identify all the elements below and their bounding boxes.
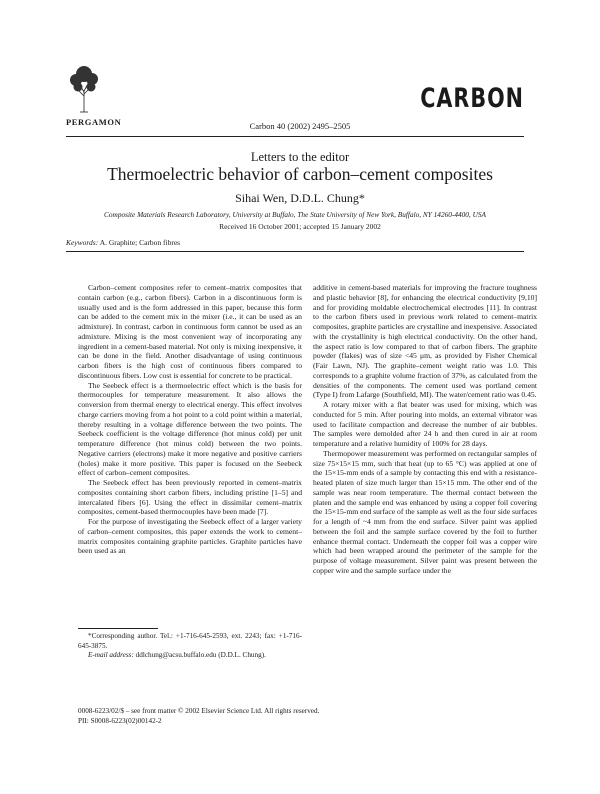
paragraph: The Seebeck effect is a thermoelectric effect which is the basis for thermocouples for temperature measurement. It also allows the conversion from thermal energy to electrical energy. This effect involves charge carriers moving from a hot point to a cold point within a material, thereby resulting in a voltage difference between the two points. The Seebeck coefficient is the voltage difference (hot minus cold) per unit temperature difference (hot minus cold) between the two points. Negative carriers (electrons) make it more negative and positive carriers (holes) make it more positive. This paper is focused on the Seebeck effect of carbon–cement composites. [78,380,302,478]
paragraph: Thermopower measurement was performed on rectangular samples of size 75×15×15 mm, such that heat (up to 65 °C) was applied at one of the 15×15-mm ends of a sample by contacting this end with a resistance-heated platen of size much larger than 15×15 mm. The other end of the sample was near room temperature. The thermal contact between the platen and the sample end was enhanced by using a copper foil covering the 15×15-mm end surface of the sample as well as the four side surfaces for a length of ~4 mm from the end surface. Silver paint was applied between the foil and the sample surface covered by the foil to further enhance thermal contact. Underneath the copper foil was a copper wire which had been wrapped around the perimeter of the sample for the purpose of voltage measurement. Silver paint was present between the copper wire and the sample surface under the [313,448,537,575]
journal-logo: CARBON [420,84,524,114]
article-authors: Sihai Wen, D.D.L. Chung* [235,191,365,205]
email-label: E-mail address: [88,651,134,659]
pii-line: PII: S0008-6223(02)00142-2 [78,717,162,725]
paragraph: For the purpose of investigating the Seebeck effect of a larger variety of carbon–cement composites, this paper extends the work to cement–matrix composites containing graphite particles. Graphite particles have been used as an [78,517,302,556]
section-heading: Letters to the editor [250,150,350,164]
publisher-name: PERGAMON [66,117,122,127]
email-note [78,651,302,661]
copyright-line: 0008-6223/02/$ – see front matter © 2002 Elsevier Science Ltd. All rights reserved. [78,707,320,715]
author-affiliation: Composite Materials Research Laboratory, University at Buffalo, The State University of New York, Buffalo, NY 14260-4400, USA [104,210,486,219]
paragraph: Carbon–cement composites refer to cement–matrix composites that contain carbon (e.g., carbon fibers). Carbon in a discontinuous form is usually used and is the form addressed in this paper, because this form can be added to the cement mix in the mixer (i.e., it can be used as an admixture). In contrast, carbon in continuous form cannot be used as an admixture. Mixing is the most convenient way of incorporating any ingredient in a cement-based material. Not only is mixing inexpensive, it can be done in the field. Another disadvantage of using continuous carbon fibers is the high cost of continuous fibers compared to discontinuous fibers. Low cost is essential for concrete to be practical. [78,283,302,380]
abstract-divider [66,251,524,252]
keywords-list: A. Graphite; Carbon fibres [99,238,181,247]
body-column-right [313,283,537,576]
paragraph: The Seebeck effect has been previously reported in cement–matrix composites containing short carbon fibers, including pristine [1–5] and intercalated fibers [6]. Using the effect in dissimilar cement–matrix composites, cement-based thermocouples have been made [7]. [78,478,302,517]
corresponding-author-note: *Corresponding author. Tel.: +1-716-645-2593, ext. 2243; fax: +1-716-645-3875. [78,632,302,650]
article-title: Thermoelectric behavior of carbon–cement composites [107,164,493,184]
journal-citation: Carbon 40 (2002) 2495–2505 [249,121,351,131]
keywords [66,238,180,247]
footnote [78,632,302,661]
body-column-left [78,283,302,556]
pergamon-tree-logo-icon [66,62,102,114]
header-divider [66,136,524,137]
paragraph: A rotary mixer with a flat beater was used for mixing, which was conducted for 5 min. After pouring into molds, an external vibrator was used to facilitate compaction and decrease the number of air bubbles. The samples were demolded after 24 h and then cured in air at room temperature and a relative humidity of 100% for 28 days. [313,400,537,448]
footnote-divider [78,628,158,629]
paragraph: additive in cement-based materials for improving the fracture toughness and plastic behavior [8], for enhancing the electrical conductivity [9,10] and for providing moldable electrochemical electrodes [11]. In contrast to the carbon fibers used in previous work related to cement–matrix composites, graphite particles are crystalline and inexpensive. Associated with the crystallinity is high electrical conductivity. On the other hand, the aspect ratio is low compared to that of carbon fibers. The graphite powder (flakes) was of size <45 μm, as provided by Fisher Chemical (Fair Lawn, NJ). The graphite–cement weight ratio was 1.0. This corresponds to a graphite volume fraction of 37%, as calculated from the densities of the components. The cement used was portland cement (Type I) from Lafarge (Southfield, MI). The water/cement ratio was 0.45. [313,283,537,400]
article-dates: Received 16 October 2001; accepted 15 January 2002 [219,222,381,231]
copyright-block [78,706,319,726]
keywords-label: Keywords: [66,238,99,247]
email-address[interactable]: ddlchung@acsu.buffalo.edu (D.D.L. Chung). [135,651,266,659]
